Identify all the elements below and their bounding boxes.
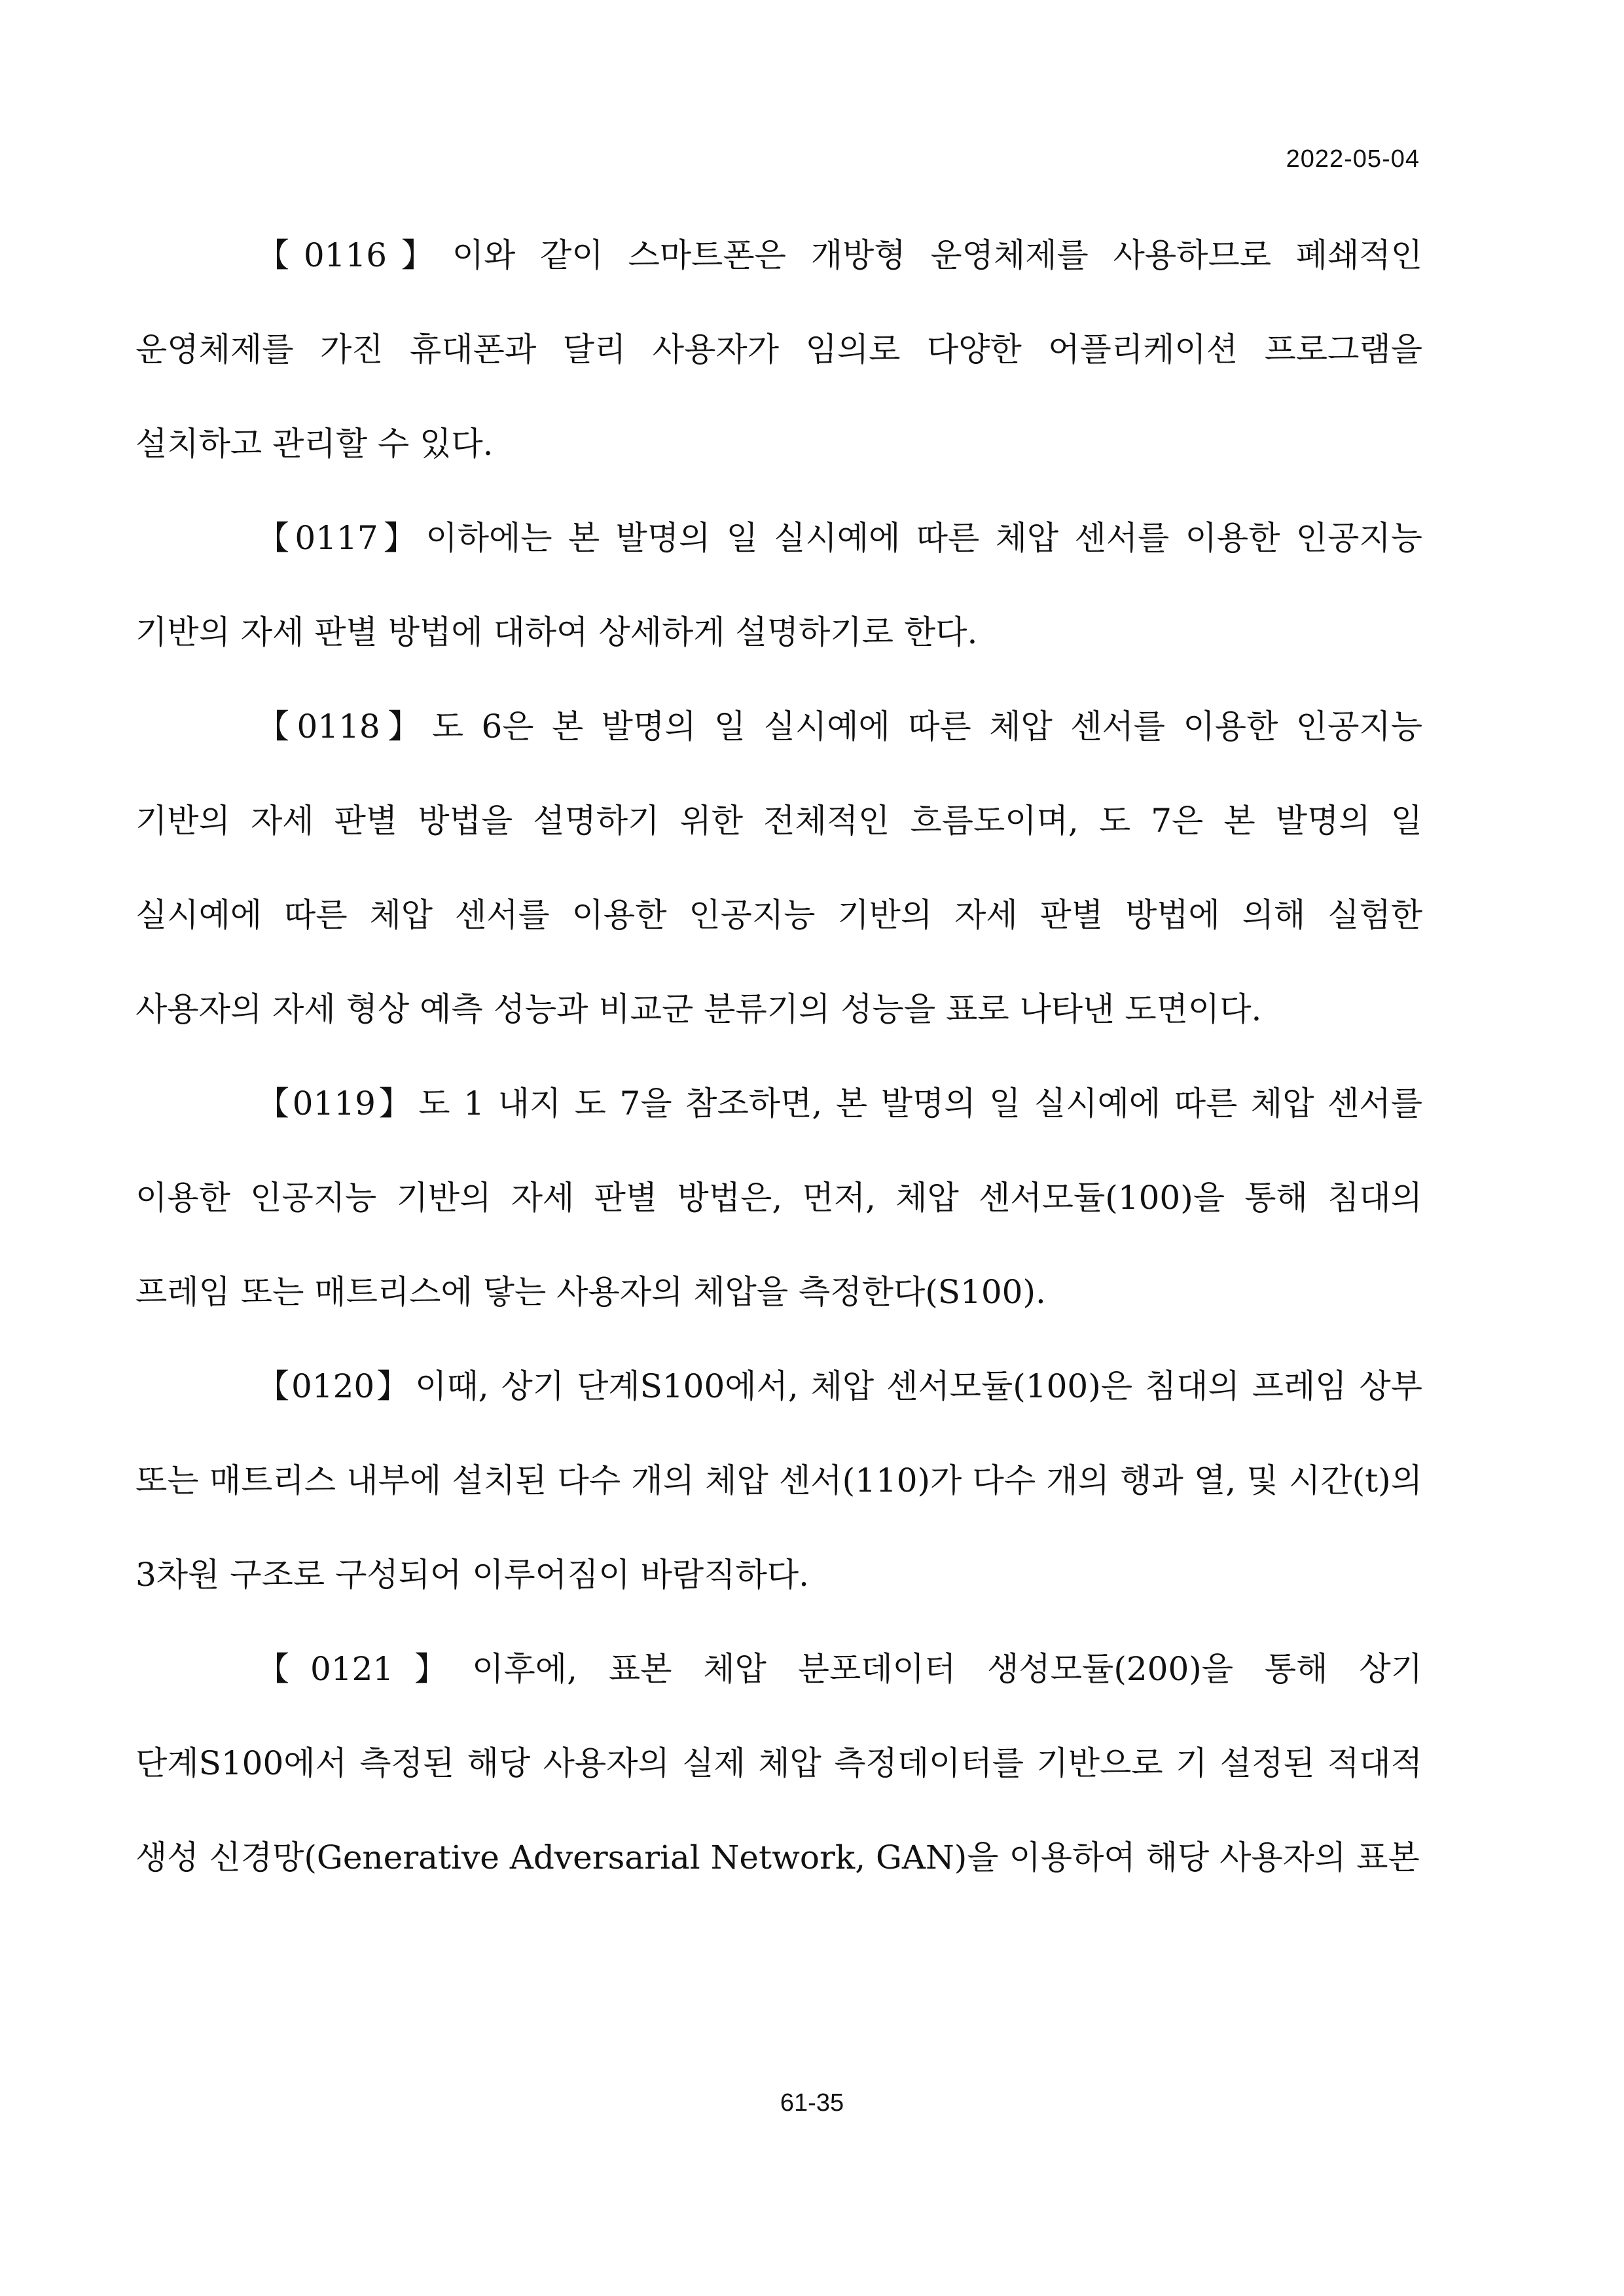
paragraph-text: 도 1 내지 도 7을 참조하면, 본 발명의 일 실시예에 따른 체압 센서를 이용한 인공지능 기반의 자세 판별 방법은, 먼저, 체압 센서모듈(100)을 통해 침대의 프레임 또는 매트리스에 닿는 사용자의 체압을 측정한다(S100). [135,1085,1422,1311]
paragraph-text: 이와 같이 스마트폰은 개방형 운영체제를 사용하므로 폐쇄적인 운영체제를 가진 휴대폰과 달리 사용자가 임의로 다양한 어플리케이션 프로그램을 설치하고 관리할 수 있다. [135,236,1422,463]
paragraph-0116 [135,208,1422,491]
document-date: 2022-05-04 [1286,145,1420,173]
paragraph-number: 【0121】 [257,1650,469,1688]
paragraph-0118 [135,679,1422,1056]
paragraph-number: 【0118】 [257,708,428,745]
paragraph-number: 【0117】 [257,519,422,557]
paragraph-0120 [135,1339,1422,1622]
paragraph-0121 [135,1622,1422,1905]
paragraph-number: 【0116】 [257,236,448,274]
paragraph-text: 이후에, 표본 체압 분포데이터 생성모듈(200)을 통해 상기 단계S100에서 측정된 해당 사용자의 실제 체압 측정데이터를 기반으로 기 설정된 적대적 생성 신경망(Generative Adversarial Network, GAN)을 이용하여 해당 사용자의 표본 [135,1650,1422,1876]
paragraph-number: 【0120】 [257,1367,412,1405]
document-body [135,208,1422,1905]
page-number: 61-35 [780,2089,844,2117]
paragraph-number: 【0119】 [257,1085,415,1122]
paragraph-text: 이때, 상기 단계S100에서, 체압 센서모듈(100)은 침대의 프레임 상부 또는 매트리스 내부에 설치된 다수 개의 체압 센서(110)가 다수 개의 행과 열, 및 시간(t)의 3차원 구조로 구성되어 이루어짐이 바람직하다. [135,1367,1423,1594]
paragraph-text: 이하에는 본 발명의 일 실시예에 따른 체압 센서를 이용한 인공지능 기반의 자세 판별 방법에 대하여 상세하게 설명하기로 한다. [135,519,1422,651]
paragraph-text: 도 6은 본 발명의 일 실시예에 따른 체압 센서를 이용한 인공지능 기반의 자세 판별 방법을 설명하기 위한 전체적인 흐름도이며, 도 7은 본 발명의 일 실시예에 따른 체압 센서를 이용한 인공지능 기반의 자세 판별 방법에 의해 실험한 사용자의 자세 형상 예측 성능과 비교군 분류기의 성능을 표로 나타낸 도면이다. [135,708,1422,1028]
paragraph-0117 [135,491,1422,679]
paragraph-0119 [135,1056,1422,1339]
